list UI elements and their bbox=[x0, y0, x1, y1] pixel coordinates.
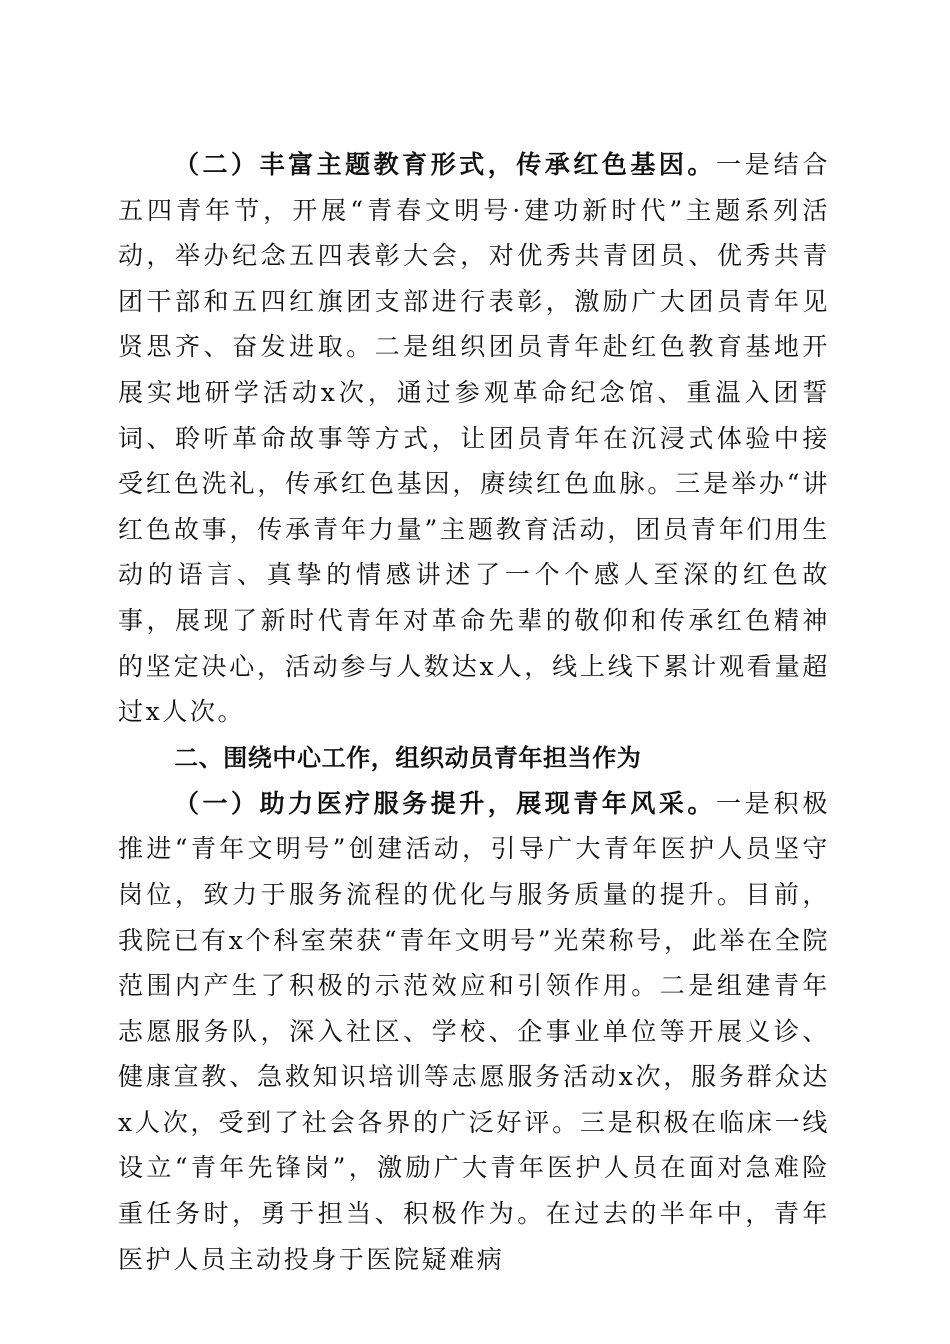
paragraph-lead-heading: （一）助力医疗服务提升，展现青年风采。 bbox=[174, 788, 716, 818]
document-body bbox=[118, 142, 830, 1282]
section-heading: 二、围绕中心工作，组织动员青年担当作为 bbox=[174, 743, 642, 772]
paragraph-red-gene-education bbox=[118, 142, 830, 735]
paragraph-lead-heading: （二）丰富主题教育形式，传承红色基因。 bbox=[174, 150, 716, 179]
paragraph-medical-service bbox=[118, 781, 830, 1283]
paragraph-text: 一是积极推进“青年文明号”创建活动，引导广大青年医护人员坚守岗位，致力于服务流程的优化与服务质量的提升。目前，我院已有x个科室荣获“青年文明号”光荣称号，此举在全院范围内产生了积极的示范效应和引领作用。二是组建青年志愿服务队，深入社区、学校、企事业单位等开展义诊、健康宣教、急救知识培训等志愿服务活动x次，服务群众达x人次，受到了社会各界的广泛好评。三是积极在临床一线设立“青年先锋岗”，激励广大青年医护人员在面对急难险重任务时，勇于担当、积极作为。在过去的半年中，青年医护人员主动投身于医院疑难病 bbox=[118, 788, 831, 1274]
paragraph-text: 一是结合五四青年节，开展“青春文明号·建功新时代”主题系列活动，举办纪念五四表彰大会，对优秀共青团员、优秀共青团干部和五四红旗团支部进行表彰，激励广大团员青年见贤思齐、奋发进取。二是组织团员青年赴红色教育基地开展实地研学活动x次，通过参观革命纪念馆、重温入团誓词、聆听革命故事等方式，让团员青年在沉浸式体验中接受红色洗礼，传承红色基因，赓续红色血脉。三是举办“讲红色故事，传承青年力量”主题教育活动，团员青年们用生动的语言、真挚的情感讲述了一个个感人至深的红色故事，展现了新时代青年对革命先辈的敬仰和传承红色精神的坚定决心，活动参与人数达x人，线上线下累计观看量超过x人次。 bbox=[118, 150, 831, 727]
